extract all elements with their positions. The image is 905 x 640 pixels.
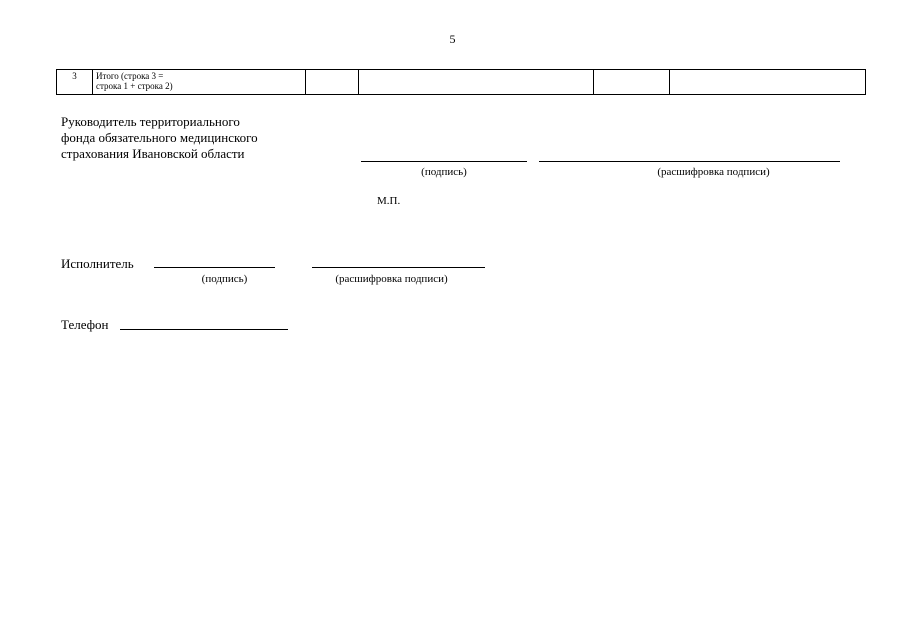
head-decoding-caption: (расшифровка подписи): [657, 166, 770, 178]
executor-label: Исполнитель: [61, 256, 134, 271]
page-number: 5: [449, 32, 456, 46]
value-cell-3: [594, 70, 670, 95]
head-signature-line: [361, 161, 527, 162]
row-label-cell: Итого (строка 3 = строка 1 + строка 2): [93, 70, 306, 95]
executor-signature-caption: (подпись): [201, 273, 248, 285]
phone-label: Телефон: [61, 317, 109, 332]
stamp-place: М.П.: [377, 195, 401, 207]
executor-decoding-line: [312, 267, 485, 268]
row-number-cell: 3: [57, 70, 93, 95]
summary-table: [56, 69, 866, 95]
head-title: Руководитель территориального фонда обязательного медицинского страхования Ивановской области: [61, 114, 258, 161]
head-decoding-line: [539, 161, 840, 162]
phone-line: [120, 329, 288, 330]
value-cell-4: [670, 70, 866, 95]
executor-decoding-caption: (расшифровка подписи): [335, 273, 448, 285]
executor-signature-line: [154, 267, 275, 268]
value-cell-1: [306, 70, 359, 95]
head-signature-caption: (подпись): [421, 166, 467, 178]
table-row-total: [57, 70, 866, 95]
value-cell-2: [359, 70, 594, 95]
